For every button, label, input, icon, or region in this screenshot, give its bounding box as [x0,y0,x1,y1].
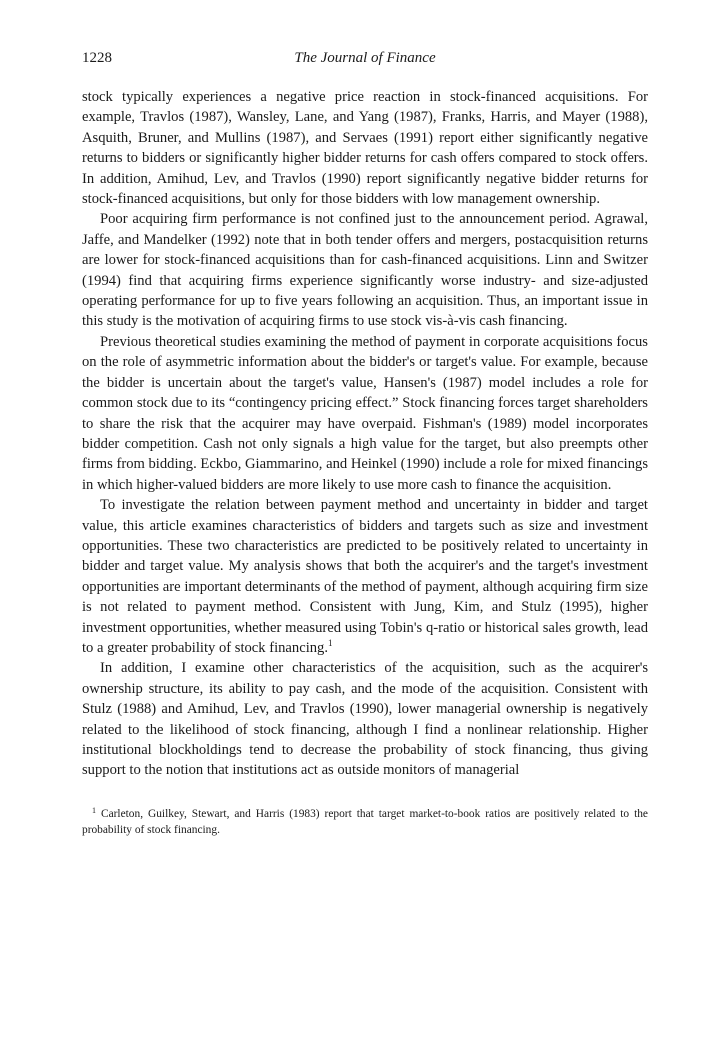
paragraph-1: stock typically experiences a negative price reaction in stock-financed acquisitions. For example, Travlos (1987), Wansley, Lane, and Yang (1987), Franks, Harris, and Mayer (1988), Asquith, Bruner, and Mullins (1987), and Servaes (1991) report either significantly negative returns to bidders or significantly higher bidder returns for cash offers compared to stock offers. In addition, Amihud, Lev, and Travlos (1990) report significantly negative bidder returns for stock-financed acquisitions, but only for those bidders with low management ownership. [82,89,648,208]
body-text [82,87,648,781]
paragraph-2: Poor acquiring firm performance is not confined just to the announcement period. Agrawal, Jaffe, and Mandelker (1992) note that in both tender offers and mergers, postacquisition returns are lower for stock-financed acquisitions than for cash-financed acquisitions. Linn and Switzer (1994) find that acquiring firms experience significantly worse industry- and size-adjusted operating performance for up to five years following an acquisition. Thus, an important issue in this study is the motivation of acquiring firms to use stock vis-à-vis cash financing. [82,211,648,330]
paragraph-4 [82,495,648,658]
journal-title: The Journal of Finance [294,50,436,66]
footnote-marker: 1 [92,805,96,815]
journal-page [82,50,648,838]
footnote-reference: 1 [328,637,333,648]
footnote-text: Carleton, Guilkey, Stewart, and Harris (1983) report that target market-to-book ratios are positively related to the probability of stock financing. [82,807,648,836]
paragraph-3: Previous theoretical studies examining the method of payment in corporate acquisitions focus on the role of asymmetric information about the bidder's or target's value. For example, because the bidder is uncertain about the target's value, Hansen's (1987) model includes a role for common stock due to its “contingency pricing effect.” Stock financing forces target shareholders to share the risk that the acquirer may have overpaid. Fishman's (1989) model incorporates bidder competition. Cash not only signals a high value for the target, but also preempts other firms from bidding. Eckbo, Giammarino, and Heinkel (1990) include a role for mixed financings in which higher-valued bidders are more likely to use more cash to finance the acquisition. [82,333,648,493]
running-header [82,50,648,76]
paragraph-4-text: To investigate the relation between payment method and uncertainty in bidder and target value, this article examines characteristics of bidders and targets such as size and investment opportunities. These two characteristics are predicted to be positively related to uncertainty in bidder and target value. My analysis shows that both the acquirer's and the target's investment opportunities are important determinants of the method of payment, although acquiring firm size is not related to payment method. Consistent with Jung, Kim, and Stulz (1995), higher investment opportunities, whether measured using Tobin's q-ratio or historical sales growth, lead to a greater probability of stock financing. [82,497,648,656]
page-number: 1228 [82,50,112,66]
footnote [82,806,648,838]
paragraph-5: In addition, I examine other characteristics of the acquisition, such as the acquirer's ownership structure, its ability to pay cash, and the mode of the acquisition. Consistent with Stulz (1988) and Amihud, Lev, and Travlos (1990), lower managerial ownership is negatively related to the likelihood of stock financing, although I find a nonlinear relationship. Higher institutional blockholdings tend to decrease the probability of stock financing, thus giving support to the notion that institutions act as outside monitors of managerial [82,660,648,779]
